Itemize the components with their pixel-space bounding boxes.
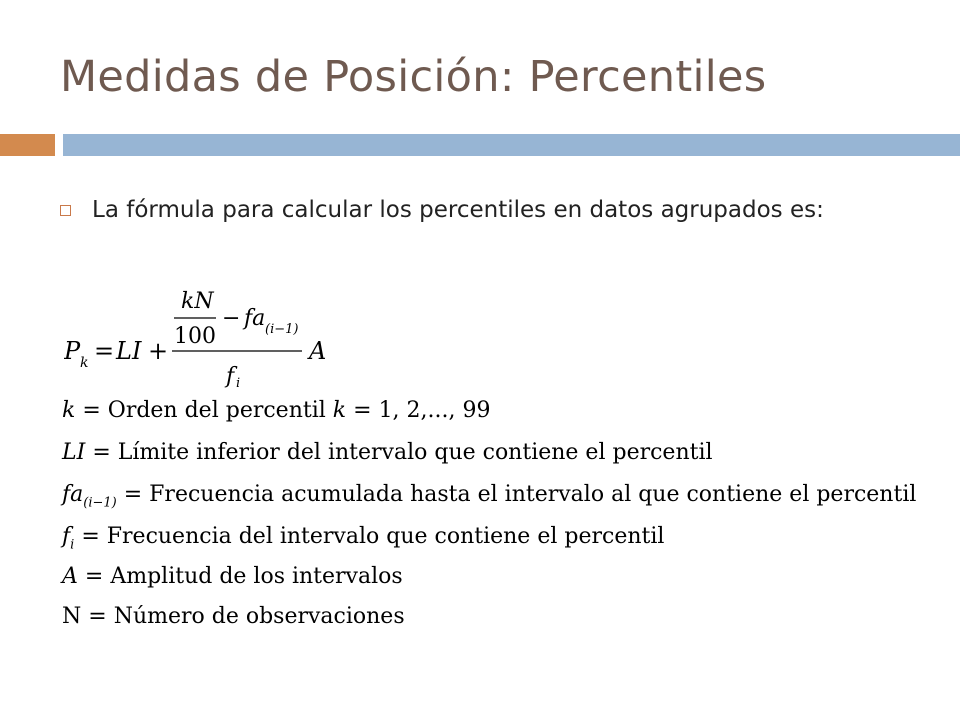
def-equals: = (88, 604, 107, 629)
formula-minus: − (222, 306, 241, 331)
formula-lhs-sub: k (80, 355, 89, 371)
definition-row (62, 482, 916, 510)
def-symbol: LI (62, 440, 86, 465)
def-equals: = (353, 398, 372, 423)
accent-bar-orange (0, 134, 55, 156)
def-symbol: fa (62, 482, 84, 507)
def-text: Amplitud de los intervalos (110, 564, 403, 589)
def-symbol: A (62, 564, 78, 589)
formula-lhs: P (64, 337, 81, 365)
formula-fa-sub: (i−1) (265, 322, 299, 337)
def-equals: = (92, 440, 111, 465)
definition-row (62, 564, 403, 589)
def-equals: = (81, 524, 100, 549)
bullet-square-icon (60, 205, 71, 216)
def-text: Límite inferior del intervalo que contiene el percentil (117, 440, 713, 465)
definition-row (62, 604, 405, 629)
accent-bar-blue (63, 134, 960, 156)
formula-inner-den: 100 (174, 324, 216, 349)
def-symbol: f (62, 524, 71, 549)
definition-row (62, 524, 664, 552)
percentile-formula (64, 283, 404, 393)
def-equals: = (82, 398, 101, 423)
formula-plus: + (148, 337, 169, 365)
def-text: Frecuencia del intervalo que contiene el percentil (106, 524, 665, 549)
def-text: Orden del percentil (107, 398, 326, 423)
def-symbol-sub: (i−1) (83, 495, 117, 511)
def-symbol: k (62, 398, 76, 423)
formula-amp: A (309, 337, 327, 365)
def-equals: = (123, 482, 143, 507)
formula-inner-num: kN (181, 289, 214, 314)
def-symbol: N (62, 604, 82, 629)
def-equals: = (84, 564, 104, 589)
def-text: Número de observaciones (113, 604, 405, 629)
formula-den-sub: i (236, 376, 241, 391)
formula-li: LI (116, 337, 142, 365)
def-extra-symbol: k (332, 398, 347, 423)
definition-row (62, 440, 713, 465)
definition-row (62, 398, 491, 423)
formula-equals: = (94, 337, 115, 365)
formula-fa: fa (244, 306, 266, 331)
def-symbol-sub: i (70, 537, 75, 553)
formula-den: f (226, 364, 235, 389)
bullet-text: La fórmula para calcular los percentiles en datos agrupados es: (92, 197, 824, 223)
slide-title: Medidas de Posición: Percentiles (60, 52, 767, 102)
def-text: Frecuencia acumulada hasta el intervalo al que contiene el percentil (149, 482, 917, 507)
def-extra: 1, 2,..., 99 (378, 398, 491, 423)
